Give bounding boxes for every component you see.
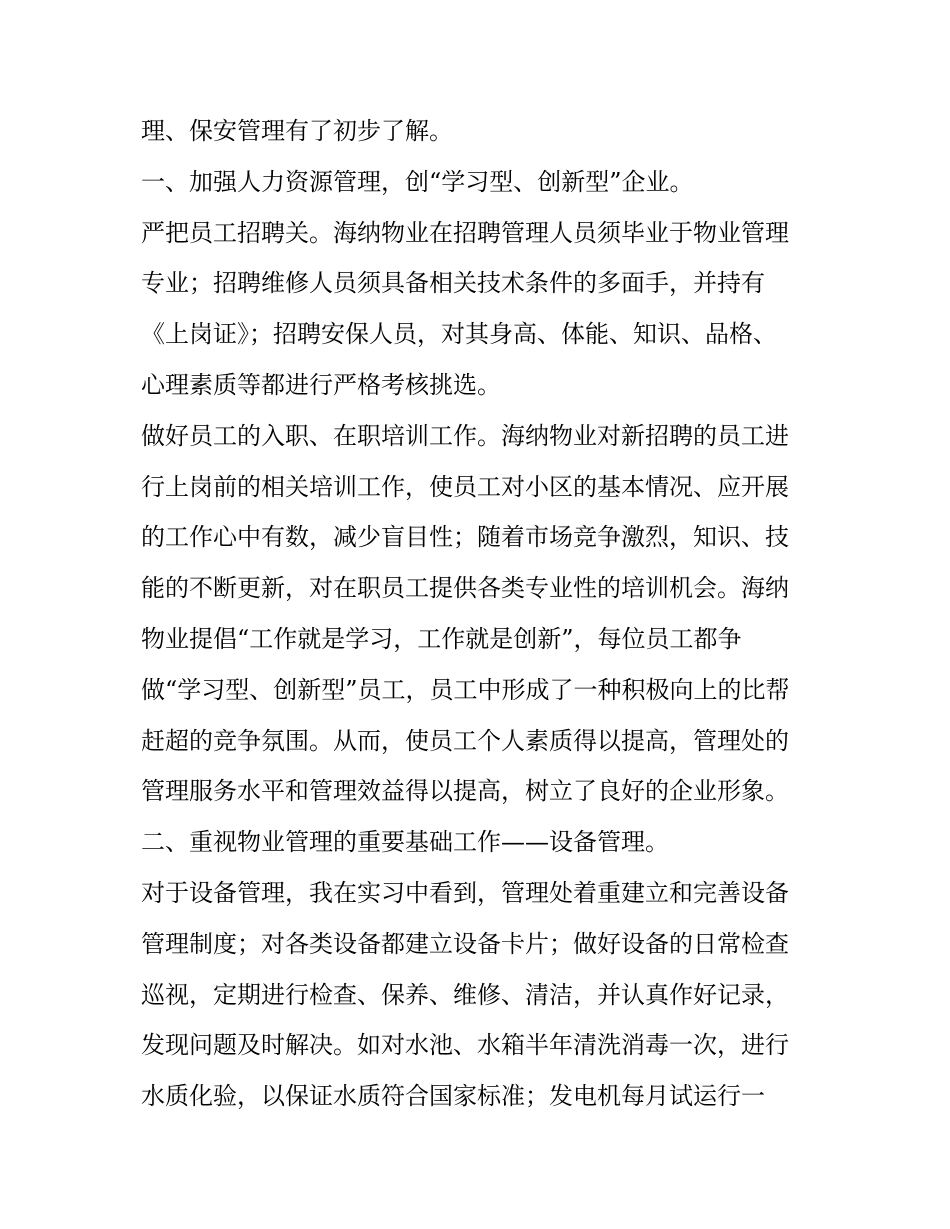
text-line: 做好员工的入职、在职培训工作。海纳物业对新招聘的员工进: [141, 421, 789, 450]
body-text: [141, 106, 821, 1122]
text-line: 巡视，定期进行检查、保养、维修、清洁，并认真作好记录，: [141, 980, 789, 1009]
text-line: 发现问题及时解决。如对水池、水箱半年清洗消毒一次，进行: [141, 1031, 789, 1060]
section-heading: 一、加强人力资源管理，创“学习型、创新型”企业。: [141, 167, 694, 196]
text-line: 管理服务水平和管理效益得以提高，树立了良好的企业形象。: [141, 777, 789, 806]
text-line: 物业提倡“工作就是学习，工作就是创新”，每位员工都争: [141, 624, 742, 653]
text-line: 能的不断更新，对在职员工提供各类专业性的培训机会。海纳: [141, 574, 789, 603]
text-line: 做“学习型、创新型”员工，员工中形成了一种积极向上的比帮: [141, 675, 790, 704]
text-line: 《上岗证》；招聘安保人员，对其身高、体能、知识、品格、: [141, 320, 777, 349]
section-heading: 二、重视物业管理的重要基础工作——设备管理。: [141, 828, 669, 857]
text-line: 专业；招聘维修人员须具备相关技术条件的多面手，并持有: [141, 269, 765, 298]
text-line: 管理制度；对各类设备都建立设备卡片；做好设备的日常检查: [141, 929, 789, 958]
text-line: 理、保安管理有了初步了解。: [141, 117, 453, 145]
text-line: 严把员工招聘关。海纳物业在招聘管理人员须毕业于物业管理: [141, 218, 789, 247]
text-line: 水质化验，以保证水质符合国家标准；发电机每月试运行一: [141, 1082, 765, 1111]
text-line: 对于设备管理，我在实习中看到，管理处着重建立和完善设备: [141, 878, 789, 907]
text-line: 行上岗前的相关培训工作，使员工对小区的基本情况、应开展: [141, 472, 789, 501]
text-line: 的工作心中有数，减少盲目性；随着市场竞争激烈，知识、技: [141, 523, 789, 552]
text-line: 心理素质等都进行严格考核挑选。: [141, 370, 501, 399]
text-line: 赶超的竞争氛围。从而，使员工个人素质得以提高，管理处的: [141, 726, 789, 755]
